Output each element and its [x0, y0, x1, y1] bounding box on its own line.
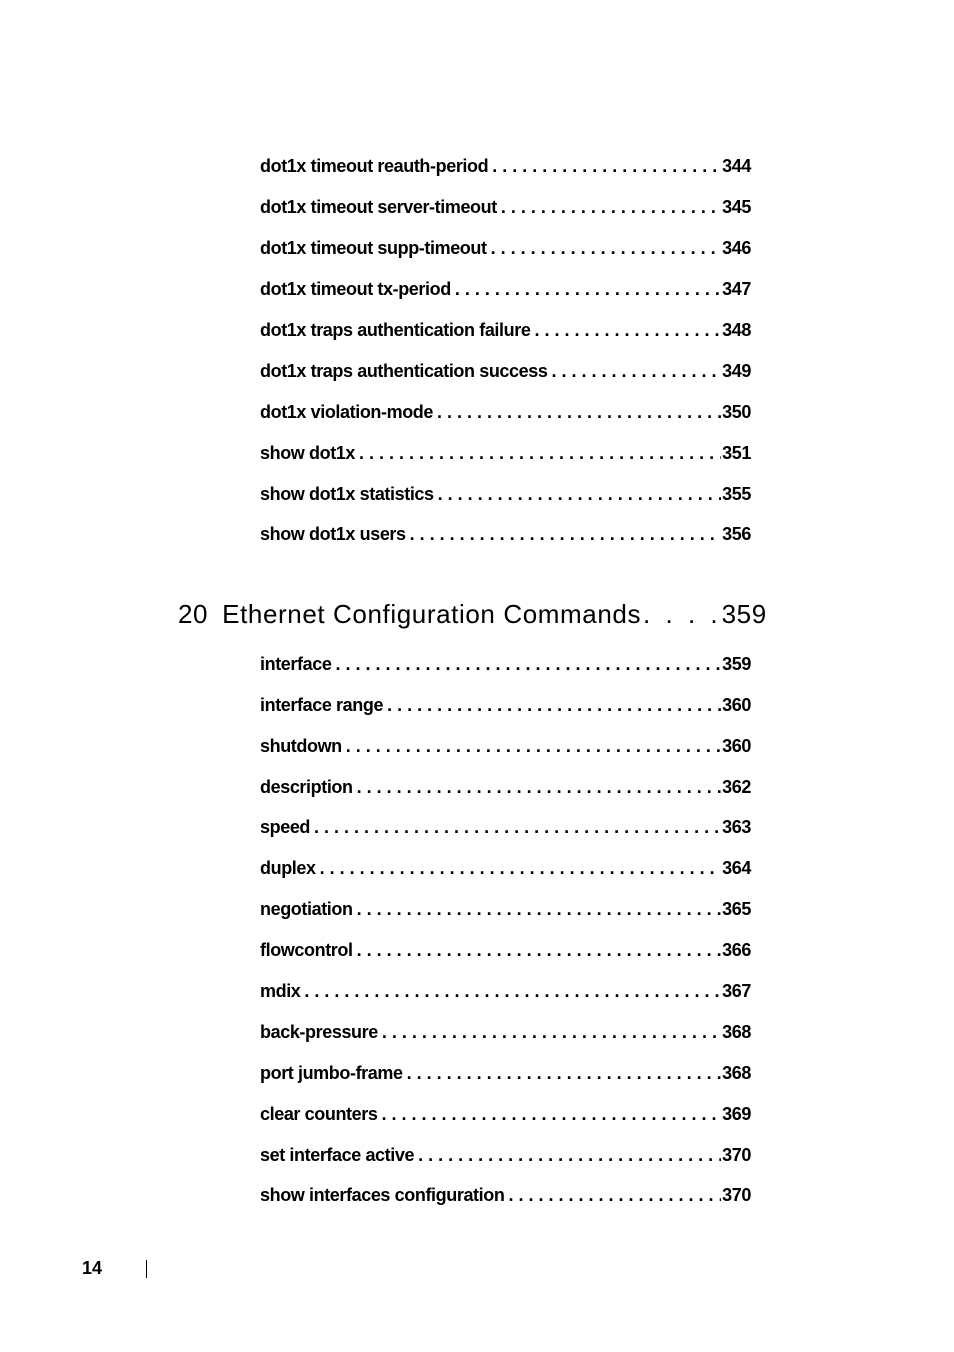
- toc-entry[interactable]: [260, 276, 751, 302]
- toc-entry-title: clear counters: [260, 1104, 378, 1124]
- toc-entry[interactable]: [260, 1019, 751, 1045]
- chapter-number: 20: [178, 599, 209, 629]
- toc-entry-title: dot1x timeout server-timeout: [260, 197, 497, 217]
- toc-leader-dots: [377, 1101, 721, 1127]
- toc-entry-title: back-pressure: [260, 1022, 378, 1042]
- toc-entry[interactable]: [260, 896, 751, 922]
- toc-entry-title: dot1x timeout tx-period: [260, 279, 451, 299]
- toc-entry[interactable]: [260, 481, 751, 507]
- toc-entry[interactable]: [260, 1060, 751, 1086]
- toc-entry[interactable]: [260, 733, 751, 759]
- toc-entry-page: 367: [722, 981, 751, 1001]
- toc-entry[interactable]: [260, 235, 751, 261]
- toc-entry-page: 370: [722, 1145, 751, 1165]
- toc-leader-dots: [383, 692, 721, 718]
- toc-leader-dots: [355, 440, 721, 466]
- toc-entry-page: 348: [722, 320, 751, 340]
- toc-entry-title: interface: [260, 654, 332, 674]
- toc-leader-dots: [548, 358, 722, 384]
- toc-entry-page: 360: [722, 695, 751, 715]
- toc-leader-dots: [378, 1019, 721, 1045]
- toc-leader-dots: [310, 814, 721, 840]
- toc-entry-title: flowcontrol: [260, 940, 353, 960]
- toc-entry-page: 366: [722, 940, 751, 960]
- toc-entry-title: dot1x timeout supp-timeout: [260, 238, 487, 258]
- toc-entry-title: dot1x timeout reauth-period: [260, 156, 489, 176]
- toc-entry[interactable]: [260, 692, 751, 718]
- toc-entry-title: dot1x traps authentication success: [260, 361, 548, 381]
- toc-leader-dots: [433, 399, 721, 425]
- toc-leader-dots: [342, 733, 721, 759]
- toc-leader-dots: [451, 276, 721, 302]
- chapter-title: Ethernet Configuration Commands: [222, 599, 642, 629]
- toc-entry-page: 346: [722, 238, 751, 258]
- toc-entry-page: 362: [722, 777, 751, 797]
- toc-chapter-heading[interactable]: [178, 596, 767, 632]
- toc-entry-title: show dot1x users: [260, 524, 406, 544]
- toc-entry-page: 355: [722, 484, 751, 504]
- toc-entry[interactable]: [260, 855, 751, 881]
- toc-entry-page: 364: [722, 858, 751, 878]
- toc-leader-dots: [300, 978, 721, 1004]
- footer-divider: [146, 1260, 147, 1278]
- chapter-leader-dots: . . . .: [643, 599, 722, 629]
- toc-entry-title: mdix: [260, 981, 301, 1001]
- toc-entry[interactable]: [260, 153, 751, 179]
- toc-entry-title: speed: [260, 817, 311, 837]
- toc-entry-title: shutdown: [260, 736, 342, 756]
- toc-entry-page: 369: [722, 1104, 751, 1124]
- toc-entry[interactable]: [260, 521, 751, 547]
- toc-leader-dots: [414, 1142, 721, 1168]
- toc-leader-dots: [434, 481, 721, 507]
- toc-entry-page: 368: [722, 1022, 751, 1042]
- toc-entry[interactable]: [260, 814, 751, 840]
- toc-leader-dots: [403, 1060, 721, 1086]
- toc-leader-dots: [497, 194, 721, 220]
- toc-entry-page: 368: [722, 1063, 751, 1083]
- toc-leader-dots: [331, 651, 721, 677]
- toc-leader-dots: [488, 153, 721, 179]
- toc-entry-title: port jumbo-frame: [260, 1063, 403, 1083]
- toc-entry[interactable]: [260, 194, 751, 220]
- toc-entry[interactable]: [260, 1142, 751, 1168]
- toc-entry-title: duplex: [260, 858, 316, 878]
- toc-entry[interactable]: [260, 440, 751, 466]
- toc-entry-page: 370: [722, 1185, 751, 1205]
- toc-leader-dots: [530, 317, 721, 343]
- toc-entry-title: dot1x traps authentication failure: [260, 320, 531, 340]
- toc-entry[interactable]: [260, 774, 751, 800]
- toc-entry-page: 356: [722, 524, 751, 544]
- toc-leader-dots: [353, 896, 721, 922]
- toc-leader-dots: [487, 235, 721, 261]
- toc-entry[interactable]: [260, 1182, 751, 1208]
- toc-entry-page: 351: [722, 443, 751, 463]
- toc-entry[interactable]: [260, 978, 751, 1004]
- page-number: 14: [82, 1258, 103, 1278]
- toc-leader-dots: [406, 521, 721, 547]
- toc-entry-title: show dot1x statistics: [260, 484, 434, 504]
- toc-entry[interactable]: [260, 399, 751, 425]
- chapter-page: 359: [721, 599, 767, 629]
- toc-entry-title: set interface active: [260, 1145, 415, 1165]
- toc-leader-dots: [353, 937, 721, 963]
- toc-entry[interactable]: [260, 1101, 751, 1127]
- toc-entry-title: show interfaces configuration: [260, 1185, 505, 1205]
- toc-entry-page: 363: [722, 817, 751, 837]
- toc-entry[interactable]: [260, 651, 751, 677]
- toc-entry-page: 344: [722, 156, 751, 176]
- toc-entry-page: 347: [722, 279, 751, 299]
- toc-entry[interactable]: [260, 937, 751, 963]
- toc-entry-page: 350: [722, 402, 751, 422]
- toc-entry-title: dot1x violation-mode: [260, 402, 434, 422]
- toc-entry-title: show dot1x: [260, 443, 356, 463]
- toc-entry-page: 359: [722, 654, 751, 674]
- toc-entry[interactable]: [260, 358, 751, 384]
- toc-leader-dots: [353, 774, 721, 800]
- toc-entry-page: 345: [722, 197, 751, 217]
- toc-leader-dots: [316, 855, 721, 881]
- toc-entry-title: negotiation: [260, 899, 353, 919]
- toc-entry-page: 360: [722, 736, 751, 756]
- toc-entry[interactable]: [260, 317, 751, 343]
- toc-entry-page: 365: [722, 899, 751, 919]
- toc-entry-title: description: [260, 777, 353, 797]
- toc-entry-title: interface range: [260, 695, 384, 715]
- toc-leader-dots: [504, 1182, 721, 1208]
- toc-entry-page: 349: [722, 361, 751, 381]
